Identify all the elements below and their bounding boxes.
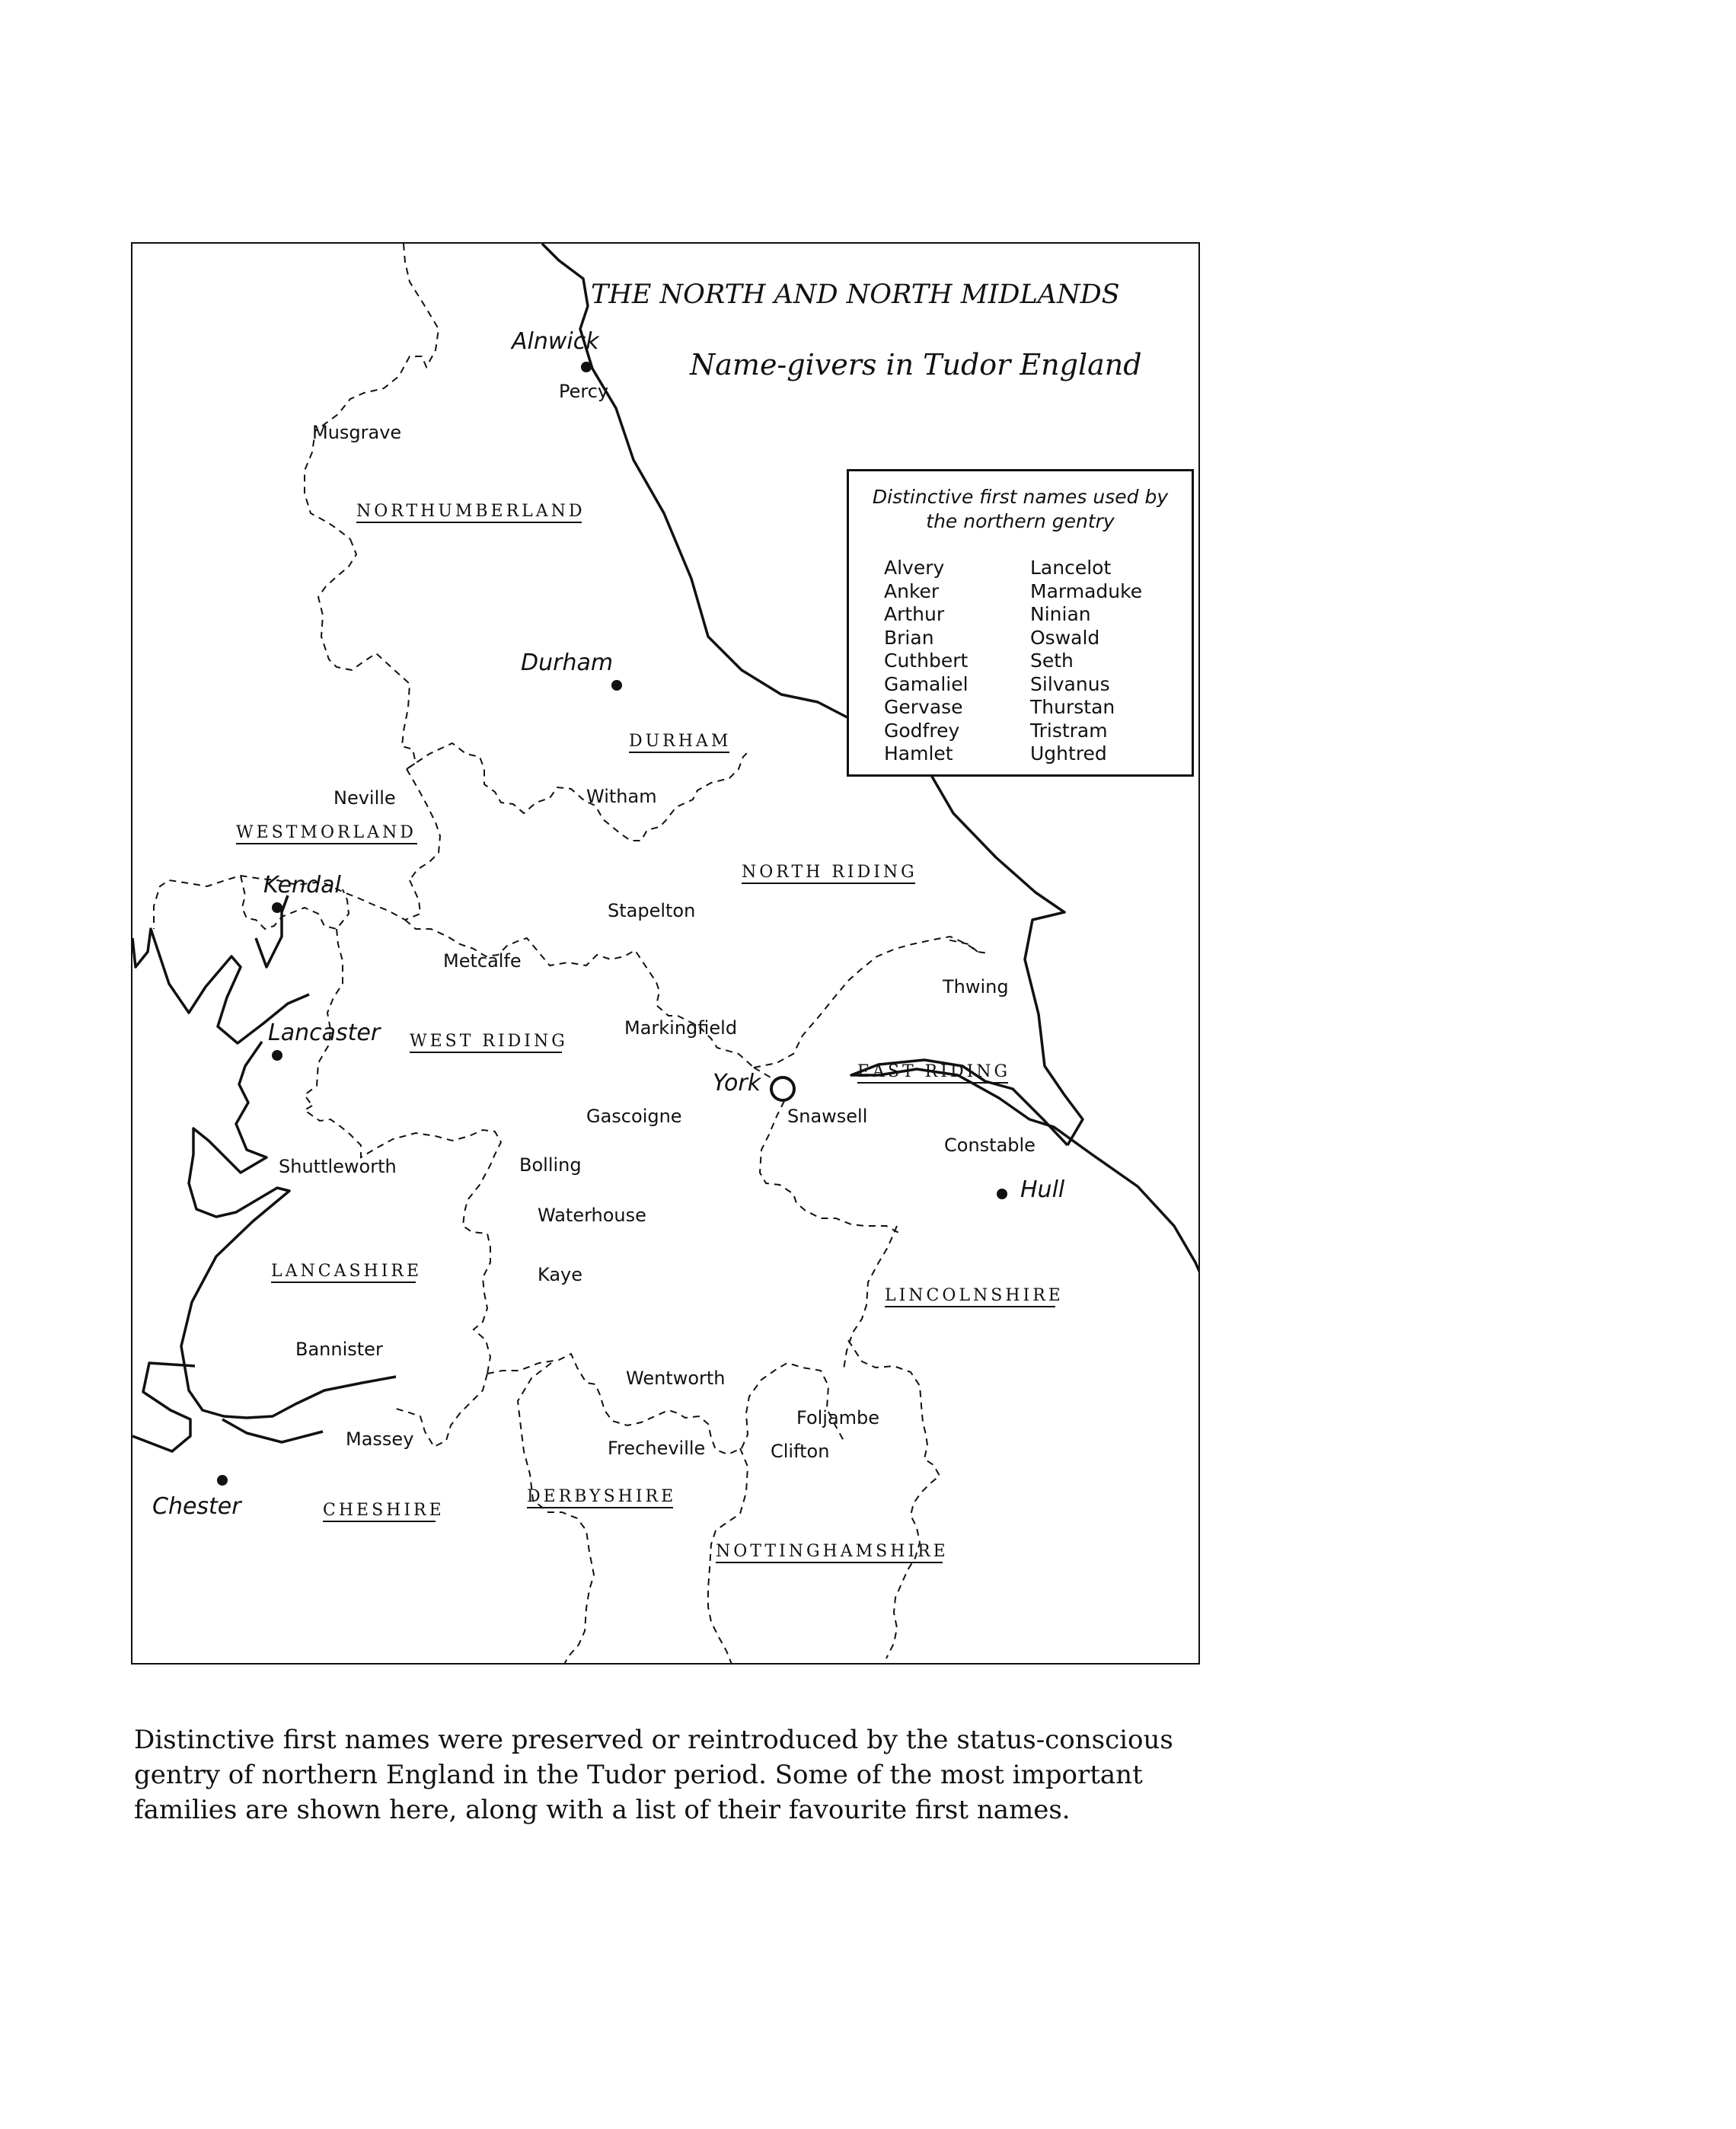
humber-estuary — [851, 1060, 1200, 1276]
svg-text:Lancaster: Lancaster — [268, 1020, 381, 1046]
family-markingfield: Markingfield — [624, 1017, 738, 1039]
border-west-riding-east-riding — [754, 937, 988, 1068]
map — [132, 244, 1200, 1665]
family-neville: Neville — [333, 787, 396, 809]
family-musgrave: Musgrave — [312, 422, 402, 443]
svg-text:Hull: Hull — [1020, 1176, 1065, 1203]
svg-text:NORTHUMBERLAND: NORTHUMBERLAND — [356, 502, 586, 521]
town-marker — [611, 680, 622, 691]
family-snawsell: Snawsell — [787, 1106, 868, 1127]
border-lancashire-west-riding — [305, 1106, 501, 1374]
county-durham — [629, 732, 731, 752]
town-durham — [521, 650, 622, 691]
family-stapelton: Stapelton — [608, 900, 696, 921]
legend-name: Lancelot — [1030, 557, 1112, 579]
map-title: THE NORTH AND NORTH MIDLANDS — [591, 279, 1120, 310]
svg-text:Alnwick: Alnwick — [512, 328, 599, 355]
county-lincolnshire — [885, 1286, 1064, 1307]
legend-names-left — [884, 557, 969, 766]
county-nottinghamshire — [716, 1542, 949, 1562]
family-metcalfe: Metcalfe — [443, 950, 522, 972]
svg-text:DURHAM: DURHAM — [629, 732, 732, 751]
legend-names-right — [1030, 557, 1142, 766]
svg-text:NOTTINGHAMSHIRE: NOTTINGHAMSHIRE — [716, 1542, 949, 1561]
family-wentworth: Wentworth — [626, 1368, 726, 1389]
county-east-riding — [857, 1062, 1010, 1083]
county-westmorland — [236, 823, 417, 844]
svg-text:EAST RIDING: EAST RIDING — [857, 1062, 1011, 1081]
map-frame — [131, 242, 1200, 1665]
town-alnwick — [510, 328, 600, 372]
svg-text:LINCOLNSHIRE: LINCOLNSHIRE — [885, 1286, 1064, 1305]
legend-title: Distinctive first names used by the northern gentry — [872, 486, 1169, 532]
legend-name: Tristram — [1030, 719, 1108, 742]
family-kaye: Kaye — [538, 1264, 582, 1285]
legend-name: Gervase — [884, 696, 963, 718]
wirral-coast — [222, 1419, 323, 1442]
legend-name: Silvanus — [1030, 672, 1110, 695]
county-northumberland — [356, 502, 586, 522]
town-chester — [152, 1475, 242, 1520]
town-marker — [581, 362, 592, 372]
morecambe-bay — [256, 895, 288, 967]
county-north-riding — [742, 863, 917, 883]
legend-name: Alvery — [884, 557, 945, 579]
legend-box — [847, 469, 1194, 777]
west-coastline-south — [181, 1042, 396, 1418]
svg-text:Chester: Chester — [152, 1493, 241, 1520]
town-marker — [997, 1189, 1007, 1199]
family-frecheville: Frecheville — [608, 1438, 706, 1459]
town-marker — [217, 1475, 228, 1486]
family-waterhouse: Waterhouse — [538, 1205, 646, 1226]
border-northumberland-durham — [318, 539, 416, 769]
york-marker — [771, 1077, 794, 1100]
family-foljambe: Foljambe — [796, 1407, 880, 1428]
svg-text:DERBYSHIRE: DERBYSHIRE — [527, 1487, 677, 1506]
town-marker — [272, 902, 282, 913]
legend-name: Hamlet — [884, 742, 953, 764]
family-massey: Massey — [346, 1428, 414, 1450]
family-bolling: Bolling — [519, 1154, 582, 1176]
town-lancaster — [268, 1020, 381, 1061]
town-hull — [997, 1176, 1065, 1203]
svg-text:Durham: Durham — [521, 650, 614, 676]
border-durham-north-riding — [407, 743, 749, 841]
family-witham: Witham — [586, 786, 657, 807]
family-clifton: Clifton — [771, 1441, 830, 1462]
county-lancashire — [271, 1262, 422, 1282]
svg-text:WESTMORLAND: WESTMORLAND — [236, 823, 416, 842]
county-derbyshire — [527, 1487, 676, 1508]
svg-text:York: York — [713, 1070, 761, 1096]
town-york — [713, 1070, 794, 1100]
svg-text:NORTH RIDING: NORTH RIDING — [742, 863, 917, 882]
legend-name: Oswald — [1030, 626, 1100, 649]
svg-text:Kendal: Kendal — [263, 872, 341, 899]
county-cheshire — [323, 1501, 445, 1521]
border-cheshire-derbyshire — [518, 1363, 594, 1665]
legend-name: Arthur — [884, 603, 945, 625]
figure-caption: Distinctive first names were preserved or reintroduced by the status-conscious gentry of northern England in the Tudor period. Some of the most important families are shown here, along with a list of their favourite first names. — [134, 1725, 1173, 1825]
family-constable: Constable — [944, 1135, 1036, 1156]
legend-name: Cuthbert — [884, 650, 969, 672]
legend-name: Godfrey — [884, 719, 960, 742]
svg-text:LANCASHIRE: LANCASHIRE — [271, 1262, 423, 1281]
town-kendal — [263, 872, 342, 913]
legend-name: Ughtred — [1030, 742, 1107, 764]
legend-name: Marmaduke — [1030, 579, 1143, 602]
legend-name: Anker — [884, 579, 940, 602]
family-gascoigne: Gascoigne — [586, 1106, 682, 1127]
town-marker — [272, 1050, 282, 1061]
legend-name: Gamaliel — [884, 672, 969, 695]
family-shuttleworth: Shuttleworth — [279, 1156, 397, 1177]
border-notts-lincolnshire — [848, 1340, 940, 1658]
legend-name: Brian — [884, 626, 934, 649]
map-subtitle: Name-givers in Tudor England — [690, 348, 1142, 381]
family-bannister: Bannister — [295, 1339, 383, 1360]
border-westmorland-west-riding — [305, 929, 343, 1106]
family-percy: Percy — [559, 381, 609, 402]
county-west-riding — [410, 1032, 568, 1052]
svg-text:CHESHIRE: CHESHIRE — [323, 1501, 445, 1520]
family-thwing: Thwing — [943, 976, 1009, 997]
legend-name: Thurstan — [1030, 696, 1115, 718]
svg-text:WEST RIDING: WEST RIDING — [410, 1032, 568, 1051]
legend-name: Seth — [1030, 650, 1074, 672]
legend-name: Ninian — [1030, 603, 1091, 625]
border-northumberland-west — [305, 244, 439, 539]
